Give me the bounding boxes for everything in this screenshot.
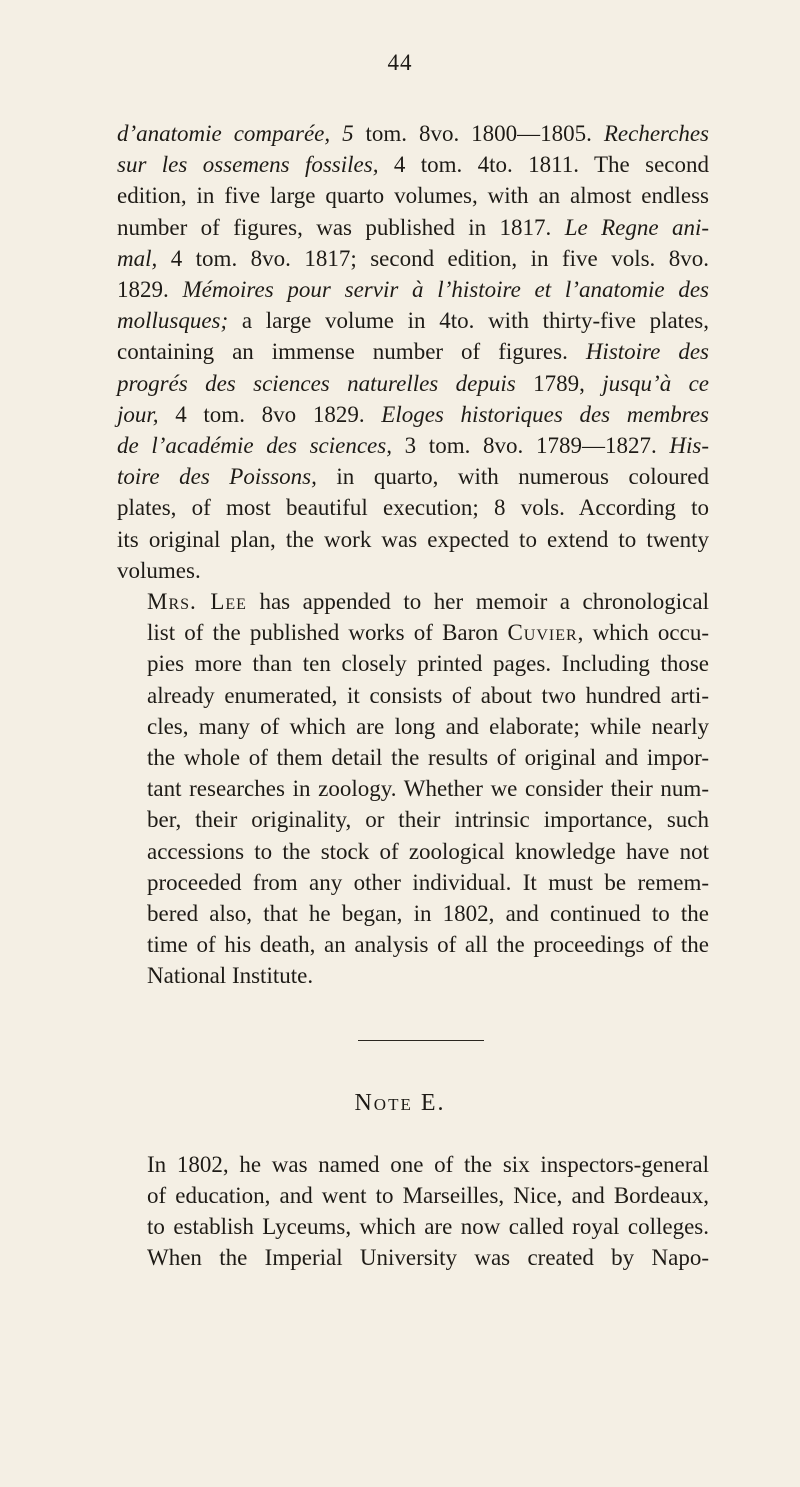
text-run: proceeded from any other individual. It must be remem- — [147, 869, 709, 895]
italic-title: Recherches — [603, 121, 709, 146]
text-line — [117, 180, 709, 211]
text-run: 4 tom. 8vo. 1817; second edition, in five vols. 8vo. — [157, 245, 709, 271]
note-paragraph — [117, 1149, 709, 1273]
italic-title: mollusques; — [117, 308, 229, 334]
italic-title: jour, — [117, 401, 159, 427]
text-run: time of his death, an analysis of all the proceedings of the — [147, 932, 709, 958]
text-line — [117, 305, 709, 336]
text-run: the whole of them detail the results of original and impor- — [147, 745, 709, 771]
paragraph — [117, 586, 709, 992]
text-run: 3 tom. 8vo. 1789—1827. — [391, 433, 670, 459]
text-line: of education, and went to Marseilles, Nice, and Bordeaux, — [147, 1183, 709, 1208]
body-text — [117, 118, 709, 992]
italic-title: sur les ossemens fossiles, — [117, 152, 379, 178]
text-line — [117, 243, 709, 274]
text-run: number of figures, was published in 1817. — [117, 214, 565, 240]
italic-title: de l’académie des sciences, — [117, 433, 392, 459]
italic-title: Mémoires pour servir à l’histoire et l’anatomie des — [182, 277, 709, 303]
italic-title: Eloges historiques des membres — [381, 401, 709, 427]
text-line — [117, 399, 709, 430]
text-line — [117, 336, 709, 367]
italic-title: Le Regne ani- — [564, 214, 710, 240]
text-line: When the Imperial University was created by Napo- — [147, 1245, 709, 1270]
text-run: 1789, — [515, 370, 603, 396]
small-caps-name: Mrs. Lee — [147, 589, 247, 615]
small-caps-name: Cuvier — [507, 620, 578, 646]
italic-title: Histoire des — [585, 339, 709, 365]
text-run: 4 tom. 4to. 1811. The second — [378, 152, 710, 178]
text-run: tom. 8vo. 1800—1805. — [353, 121, 604, 146]
text-run: a large volume in 4to. with thirty-five plates, — [228, 308, 709, 334]
note-heading: Note E. — [354, 1090, 446, 1116]
text-run: pies more than ten closely printed pages. Including those — [147, 651, 709, 677]
text-run: National Institute. — [147, 963, 314, 989]
paragraph — [117, 118, 709, 586]
text-line — [117, 617, 709, 648]
text-run: plates, of most beautiful execution; 8 vols. According to — [117, 495, 709, 521]
text-line — [117, 648, 709, 679]
text-line: to establish Lyceums, which are now called royal colleges. — [147, 1214, 709, 1239]
text-run: accessions to the stock of zoological knowledge have not — [147, 838, 709, 864]
text-line — [117, 524, 709, 555]
text-line — [117, 929, 709, 960]
text-run: its original plan, the work was expected to extend to twenty — [117, 526, 709, 552]
text-line — [117, 118, 709, 149]
text-run: 1829. — [117, 277, 183, 303]
italic-title: jusqu’à ce — [602, 370, 709, 396]
text-line — [117, 773, 709, 804]
text-line — [117, 461, 709, 492]
italic-title: toire des Poissons, — [117, 464, 317, 490]
text-line — [117, 212, 709, 243]
text-line — [117, 836, 709, 867]
text-line — [117, 149, 709, 180]
text-line: In 1802, he was named one of the six inspectors-general — [147, 1152, 709, 1177]
text-line — [117, 368, 709, 399]
text-run: in quarto, with numerous coloured — [316, 464, 709, 490]
text-run: has appended to her memoir a chronological — [246, 589, 709, 615]
text-line — [117, 680, 709, 711]
note-text — [117, 1149, 709, 1273]
text-line — [117, 430, 709, 461]
text-line — [117, 274, 709, 305]
text-run: ber, their originality, or their intrinsic importance, such — [147, 807, 709, 833]
section-divider — [358, 1040, 484, 1041]
italic-title: mal, — [117, 245, 158, 271]
text-run: 4 tom. 8vo 1829. — [158, 401, 382, 427]
italic-title: His- — [669, 433, 709, 459]
text-line — [117, 898, 709, 929]
text-line — [117, 492, 709, 523]
text-line — [117, 960, 709, 991]
text-run: bered also, that he began, in 1802, and continued to the — [147, 901, 709, 927]
text-run: containing an immense number of figures. — [117, 339, 586, 365]
text-line — [117, 804, 709, 835]
text-line — [117, 555, 709, 586]
text-run: , which occu- — [577, 620, 709, 646]
page-number: 44 — [387, 50, 413, 75]
text-run: cles, many of which are long and elaborate; while nearly — [147, 713, 709, 739]
text-run: tant researches in zoology. Whether we consider their num- — [147, 776, 709, 802]
text-run: already enumerated, it consists of about two hundred arti- — [147, 682, 709, 708]
text-line — [117, 742, 709, 773]
text-line — [117, 711, 709, 742]
text-run: volumes. — [117, 557, 201, 583]
text-run: list of the published works of Baron — [147, 620, 508, 646]
italic-title: d’anatomie comparée, 5 — [117, 121, 354, 146]
text-run: edition, in five large quarto volumes, with an almost endless — [117, 183, 709, 209]
italic-title: progrés des sciences naturelles depuis — [117, 370, 516, 396]
text-line — [117, 867, 709, 898]
text-line — [117, 586, 709, 617]
